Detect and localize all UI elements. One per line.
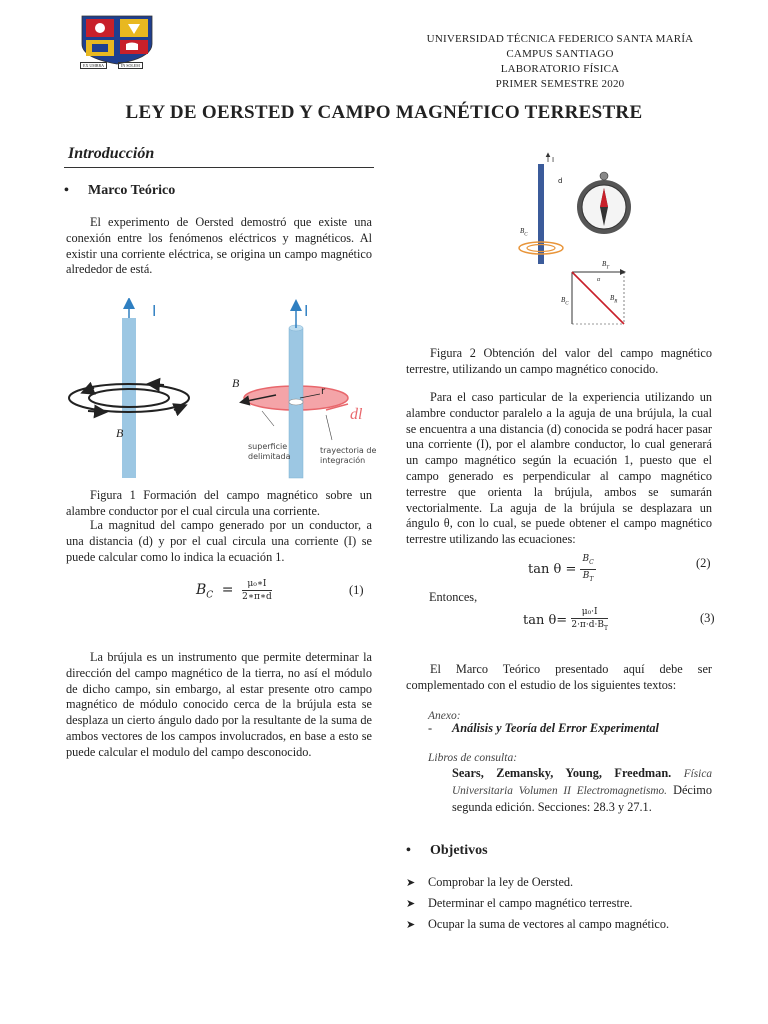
eq1-lhs: B bbox=[196, 582, 207, 598]
marco-heading bbox=[64, 183, 175, 199]
right-paragraph-2: El Marco Teórico presentado aquí debe ser complementado con el estudio de los siguientes textos: bbox=[406, 662, 712, 692]
eq2-den-sub: T bbox=[589, 575, 594, 583]
eq3-den-main: 2·π·d·B bbox=[571, 620, 604, 630]
fig2-label-Bc2 bbox=[561, 296, 569, 306]
eq1-fraction bbox=[242, 578, 272, 603]
fig2-label-BT bbox=[602, 260, 609, 270]
fig1-label-I-right: I bbox=[304, 302, 309, 320]
fig2-BR-main: B bbox=[610, 294, 615, 302]
eq2-num-sub: C bbox=[589, 558, 594, 566]
logo-motto-left: EX UMBRA bbox=[80, 62, 107, 69]
fig2-label-d: d bbox=[558, 177, 563, 185]
fig1-label-I-left: I bbox=[152, 302, 157, 320]
eq1-lhs-sub: C bbox=[206, 590, 214, 601]
arrow-bullet-icon: ➤ bbox=[406, 877, 416, 889]
objetivo-item-3: Ocupar la suma de vectores al campo magnético. bbox=[428, 917, 670, 931]
section-heading: Introducción bbox=[68, 145, 155, 162]
header-line-4: PRIMER SEMESTRE 2020 bbox=[495, 78, 625, 90]
fig2-caption: Figura 2 Obtención del valor del campo magnético terrestre, utilizando un campo magnético conocido. bbox=[406, 346, 712, 376]
equation-3 bbox=[523, 606, 608, 635]
eq1-numerator: μ₀∗I bbox=[242, 578, 272, 591]
marco-paragraph-3: La brújula es un instrumento que permite determinar la dirección del campo magnético de la tierra, no así el módulo de dicho campo, sin embargo, al estar presente otro campo magnético de módulo conocido cerca de la brújula esta se desplaza un cierto ángulo dado por la resultante de la suma de ambos vectores de los campos involucrados, en base a esto se puede calcular el modulo del campo desconocido. bbox=[66, 650, 372, 759]
fig2-Bc2-sub: C bbox=[565, 301, 569, 307]
logo-motto-right: IN SOLEM bbox=[118, 62, 143, 69]
fig2-BR-sub: R bbox=[614, 299, 618, 305]
list-item bbox=[406, 893, 669, 914]
eq2-lhs: tan θ = bbox=[528, 561, 577, 577]
objetivos-list bbox=[406, 872, 669, 935]
eq2-den-main: B bbox=[582, 570, 590, 581]
fig1-caption: Figura 1 Formación del campo magnético sobre un alambre conductor por el cual circula una corriente. bbox=[66, 488, 372, 518]
objetivos-heading-text: Objetivos bbox=[430, 843, 488, 858]
eq3-denominator bbox=[571, 619, 608, 635]
libro-authors: Sears, Zemansky, Young, Freedman. bbox=[452, 766, 672, 780]
libros-label: Libros de consulta: bbox=[428, 752, 518, 764]
bullet: • bbox=[406, 843, 411, 858]
arrow-bullet-icon: ➤ bbox=[406, 898, 416, 910]
anexo-item-text: Análisis y Teoría del Error Experimental bbox=[452, 721, 659, 735]
header-line-1: UNIVERSIDAD TÉCNICA FEDERICO SANTA MARÍA bbox=[426, 33, 694, 45]
fig1-label-B-left: B bbox=[116, 426, 124, 440]
entonces-text: Entonces, bbox=[429, 590, 478, 604]
eq2-numerator bbox=[580, 553, 595, 570]
section-rule bbox=[64, 167, 374, 168]
eq2-fraction bbox=[580, 553, 595, 586]
right-paragraph-1: Para el caso particular de la experiencia utilizando un alambre conductor paralelo a la aguja de una brújula, la cual se encuentra a una distancia (d) conocida se podrá hacer pasar una corriente (I), por el alambre conductor, lo cual generará un campo magnético según la ecuación 1, puesto que el campo generado es perpendicular al campo magnético terrestre que orienta la brújula, ambos se sumarán vectorialmente. La aguja de la brújula se desplazara un ángulo θ, con lo cual, se puede obtener el campo magnético terrestre utilizando las ecuaciones: bbox=[406, 390, 712, 547]
arrow-bullet-icon: ➤ bbox=[406, 919, 416, 931]
document-title: LEY DE OERSTED Y CAMPO MAGNÉTICO TERRESTRE bbox=[125, 102, 643, 123]
header-line-2: CAMPUS SANTIAGO bbox=[506, 48, 614, 60]
objetivo-item-2: Determinar el campo magnético terrestre. bbox=[428, 896, 633, 910]
figure-2 bbox=[510, 152, 650, 330]
eq2-denominator bbox=[580, 570, 595, 586]
eq3-fraction bbox=[571, 606, 608, 635]
eq3-numerator: μ₀·I bbox=[571, 606, 608, 619]
equation-1: $B_C$ = $\frac{\text{μ₀∗I}}{2∗\pi∗d}$ bbox=[196, 579, 272, 602]
eq3-den-sub: T bbox=[603, 624, 608, 632]
wire-vertical bbox=[538, 164, 544, 264]
fig2-BT-main: B bbox=[602, 260, 607, 268]
fig1-label-dl: dl bbox=[350, 406, 363, 423]
libro-entry bbox=[452, 766, 712, 815]
fig2-label-I: I bbox=[552, 156, 555, 164]
eq3-number: (3) bbox=[700, 611, 715, 625]
eq3-lhs: tan θ= bbox=[523, 612, 568, 628]
fig2-BT-sub: T bbox=[606, 265, 610, 271]
wire-left bbox=[122, 318, 136, 478]
fig2-label-BR bbox=[610, 294, 617, 304]
list-item bbox=[406, 914, 669, 935]
eq1-denominator: 2∗π∗d bbox=[242, 592, 272, 602]
objetivos-heading bbox=[406, 843, 488, 859]
fig2-Bc-sub: C bbox=[524, 232, 528, 238]
fig2-label-Bc bbox=[520, 227, 528, 237]
fig2-Bc2-main: B bbox=[561, 296, 566, 304]
header-line-3: LABORATORIO FÍSICA bbox=[500, 63, 620, 75]
list-item bbox=[406, 872, 669, 893]
marco-paragraph-2: La magnitud del campo generado por un conductor, a una distancia (d) y por el cual circula una corriente (I) se puede calcular como lo indica la ecuación 1. bbox=[66, 518, 372, 564]
eq2-num-main: B bbox=[582, 554, 590, 564]
fig1-label-B-right: B bbox=[232, 376, 240, 390]
anexo-label: Anexo: bbox=[428, 710, 461, 722]
fig2-label-angle: α bbox=[597, 277, 601, 283]
fig1-label-r: r bbox=[321, 386, 326, 397]
anexo-dash: - bbox=[428, 721, 433, 735]
eq1-number: (1) bbox=[349, 583, 364, 597]
eq2-number: (2) bbox=[696, 556, 711, 570]
libro-title: Física Universitaria Volumen II Electromagnetismo. bbox=[452, 768, 712, 797]
fig2-Bc-main: B bbox=[520, 227, 525, 235]
marco-paragraph-1: El experimento de Oersted demostró que existe una conexión entre los fenómenos eléctricos y magnéticos. Al existir una corriente eléctrica, se origina un campo magnético alrededor de está. bbox=[66, 215, 372, 277]
fig1-label-path: trayectoria de integración bbox=[320, 446, 377, 465]
anexo-item bbox=[428, 721, 659, 736]
fig1-label-surface: superficie delimitada bbox=[248, 442, 291, 461]
libro-edition: Décimo segunda edición. Secciones: 28.3 y 27.1. bbox=[452, 782, 712, 814]
institution-header bbox=[380, 32, 740, 92]
objetivo-item-1: Comprobar la ley de Oersted. bbox=[428, 875, 574, 889]
marco-heading-text: Marco Teórico bbox=[88, 183, 176, 198]
bullet: • bbox=[64, 183, 69, 198]
equation-2 bbox=[528, 553, 596, 586]
